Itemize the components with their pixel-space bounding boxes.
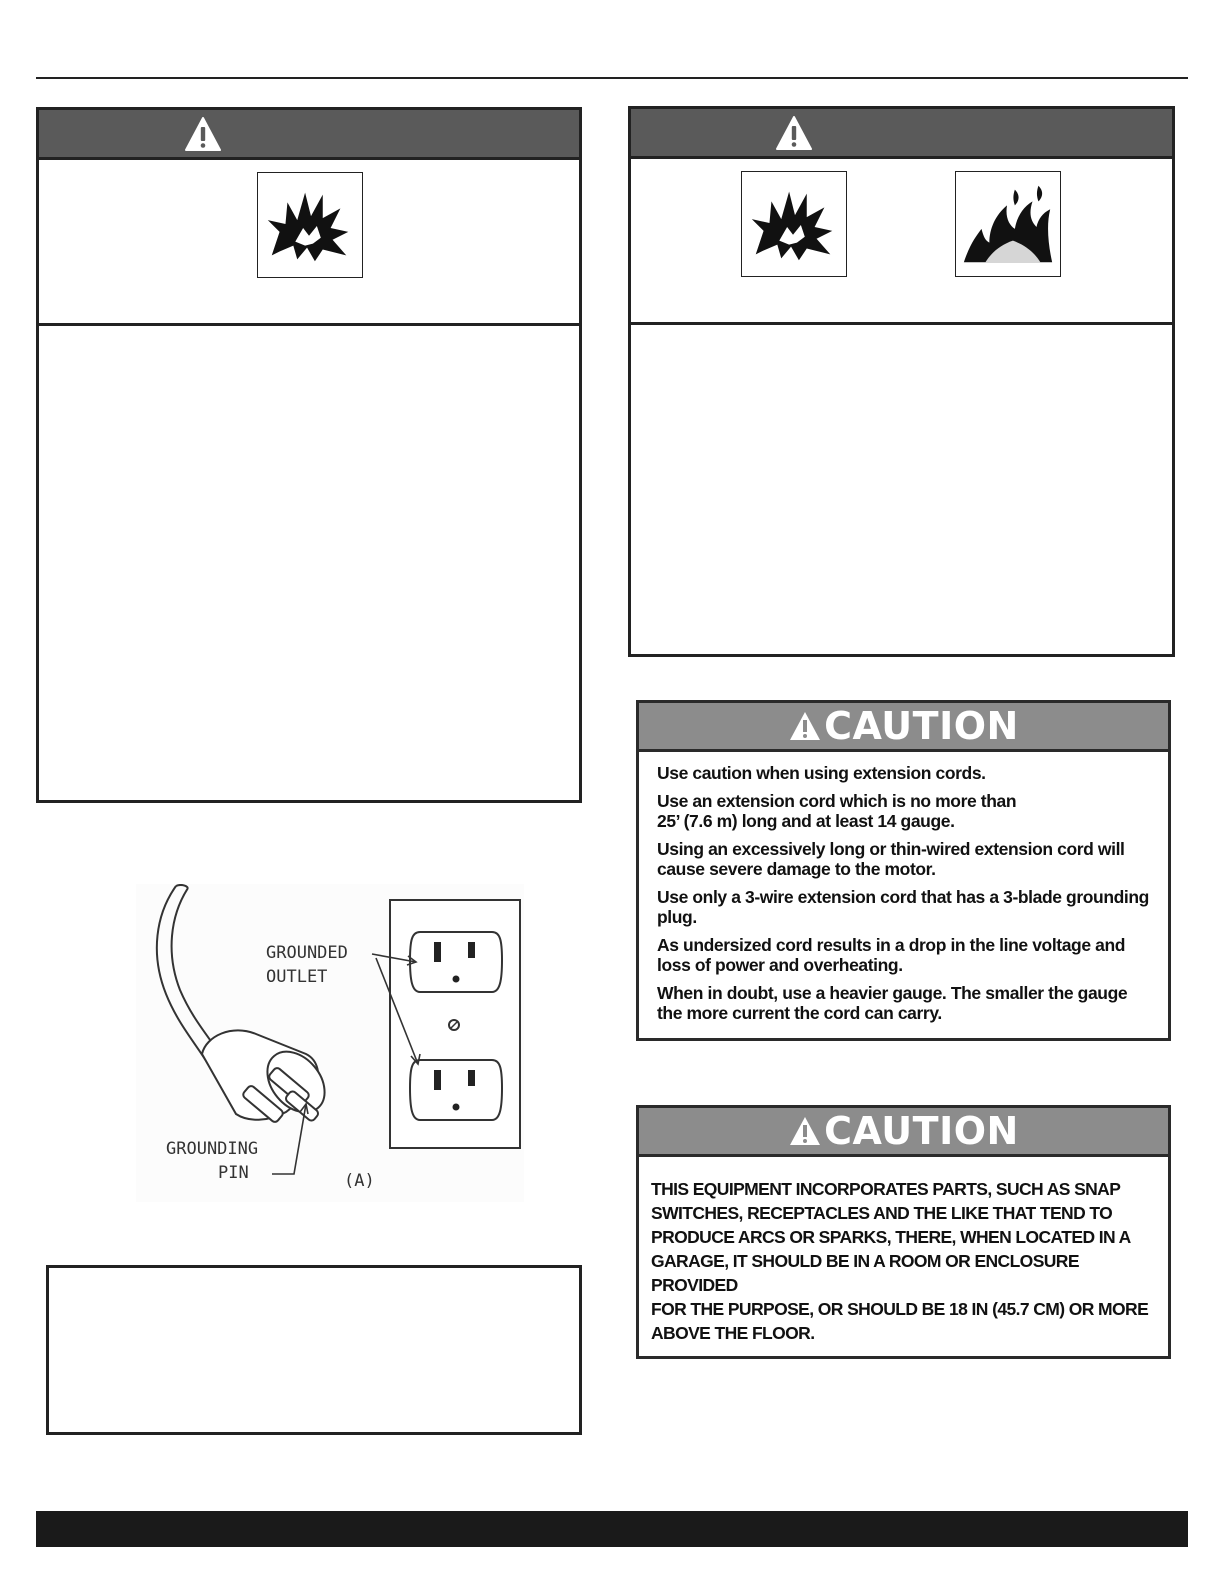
caution-text-block bbox=[651, 1177, 1156, 1345]
grounded-outlet-label: OUTLET bbox=[266, 967, 328, 987]
wall-outlet bbox=[390, 900, 520, 1148]
caution-title: CAUTION bbox=[824, 1109, 1019, 1153]
warning-triangle-icon bbox=[788, 710, 822, 742]
grounding-pin-label: GROUNDING bbox=[166, 1139, 259, 1159]
fire-icon bbox=[955, 171, 1061, 277]
caution-header bbox=[639, 703, 1168, 752]
caution-box-equipment bbox=[636, 1105, 1171, 1359]
explosion-icon bbox=[257, 172, 363, 278]
warning-box-right bbox=[628, 106, 1175, 657]
caution-line: THIS EQUIPMENT INCORPORATES PARTS, SUCH AS SNAP bbox=[651, 1179, 1121, 1199]
caution-line: SWITCHES, RECEPTACLES AND THE LIKE THAT TEND TO bbox=[651, 1203, 1113, 1223]
grounded-outlet-label: GROUNDED bbox=[266, 943, 348, 963]
caution-line: PRODUCE ARCS OR SPARKS, THERE, WHEN LOCATED IN A bbox=[651, 1227, 1131, 1247]
pictogram-row bbox=[39, 160, 579, 326]
figure-tag: (A) bbox=[344, 1171, 375, 1191]
warning-triangle-icon bbox=[788, 1115, 822, 1147]
caution-line: Using an excessively long or thin-wired extension cord will cause severe damage to the motor. bbox=[657, 839, 1125, 879]
warning-header bbox=[631, 109, 1172, 159]
warning-triangle-icon bbox=[184, 116, 222, 152]
caution-line: FOR THE PURPOSE, OR SHOULD BE 18 IN (45.7 CM) OR MORE bbox=[651, 1299, 1149, 1319]
caution-line: Use only a 3-wire extension cord that has a 3-blade grounding plug. bbox=[657, 887, 1149, 927]
caution-line: Use caution when using extension cords. bbox=[657, 763, 986, 783]
pictogram-row bbox=[631, 159, 1172, 325]
footer-bar bbox=[36, 1511, 1188, 1547]
caution-header bbox=[639, 1108, 1168, 1157]
power-cord bbox=[157, 885, 220, 1064]
caution-box-extension-cords bbox=[636, 700, 1171, 1041]
caution-text-block bbox=[657, 763, 1150, 1031]
grounding-plug-figure bbox=[136, 884, 524, 1202]
caution-title: CAUTION bbox=[824, 704, 1019, 748]
top-rule bbox=[36, 77, 1188, 79]
warning-header bbox=[39, 110, 579, 160]
caution-line: ABOVE THE FLOOR. bbox=[651, 1323, 815, 1343]
caution-line: Use an extension cord which is no more than 25’ (7.6 m) long and at least 14 gauge. bbox=[657, 791, 1017, 831]
caution-line: As undersized cord results in a drop in the line voltage and loss of power and overheating. bbox=[657, 935, 1126, 975]
note-box bbox=[46, 1265, 582, 1435]
warning-triangle-icon bbox=[775, 115, 813, 151]
caution-line: GARAGE, IT SHOULD BE IN A ROOM OR ENCLOSURE PROVIDED bbox=[651, 1251, 1079, 1295]
grounding-pin-label: PIN bbox=[218, 1163, 249, 1183]
caution-line: When in doubt, use a heavier gauge. The smaller the gauge the more current the cord can carry. bbox=[657, 983, 1128, 1023]
warning-box-left bbox=[36, 107, 582, 803]
explosion-icon bbox=[741, 171, 847, 277]
plug bbox=[202, 1030, 336, 1123]
